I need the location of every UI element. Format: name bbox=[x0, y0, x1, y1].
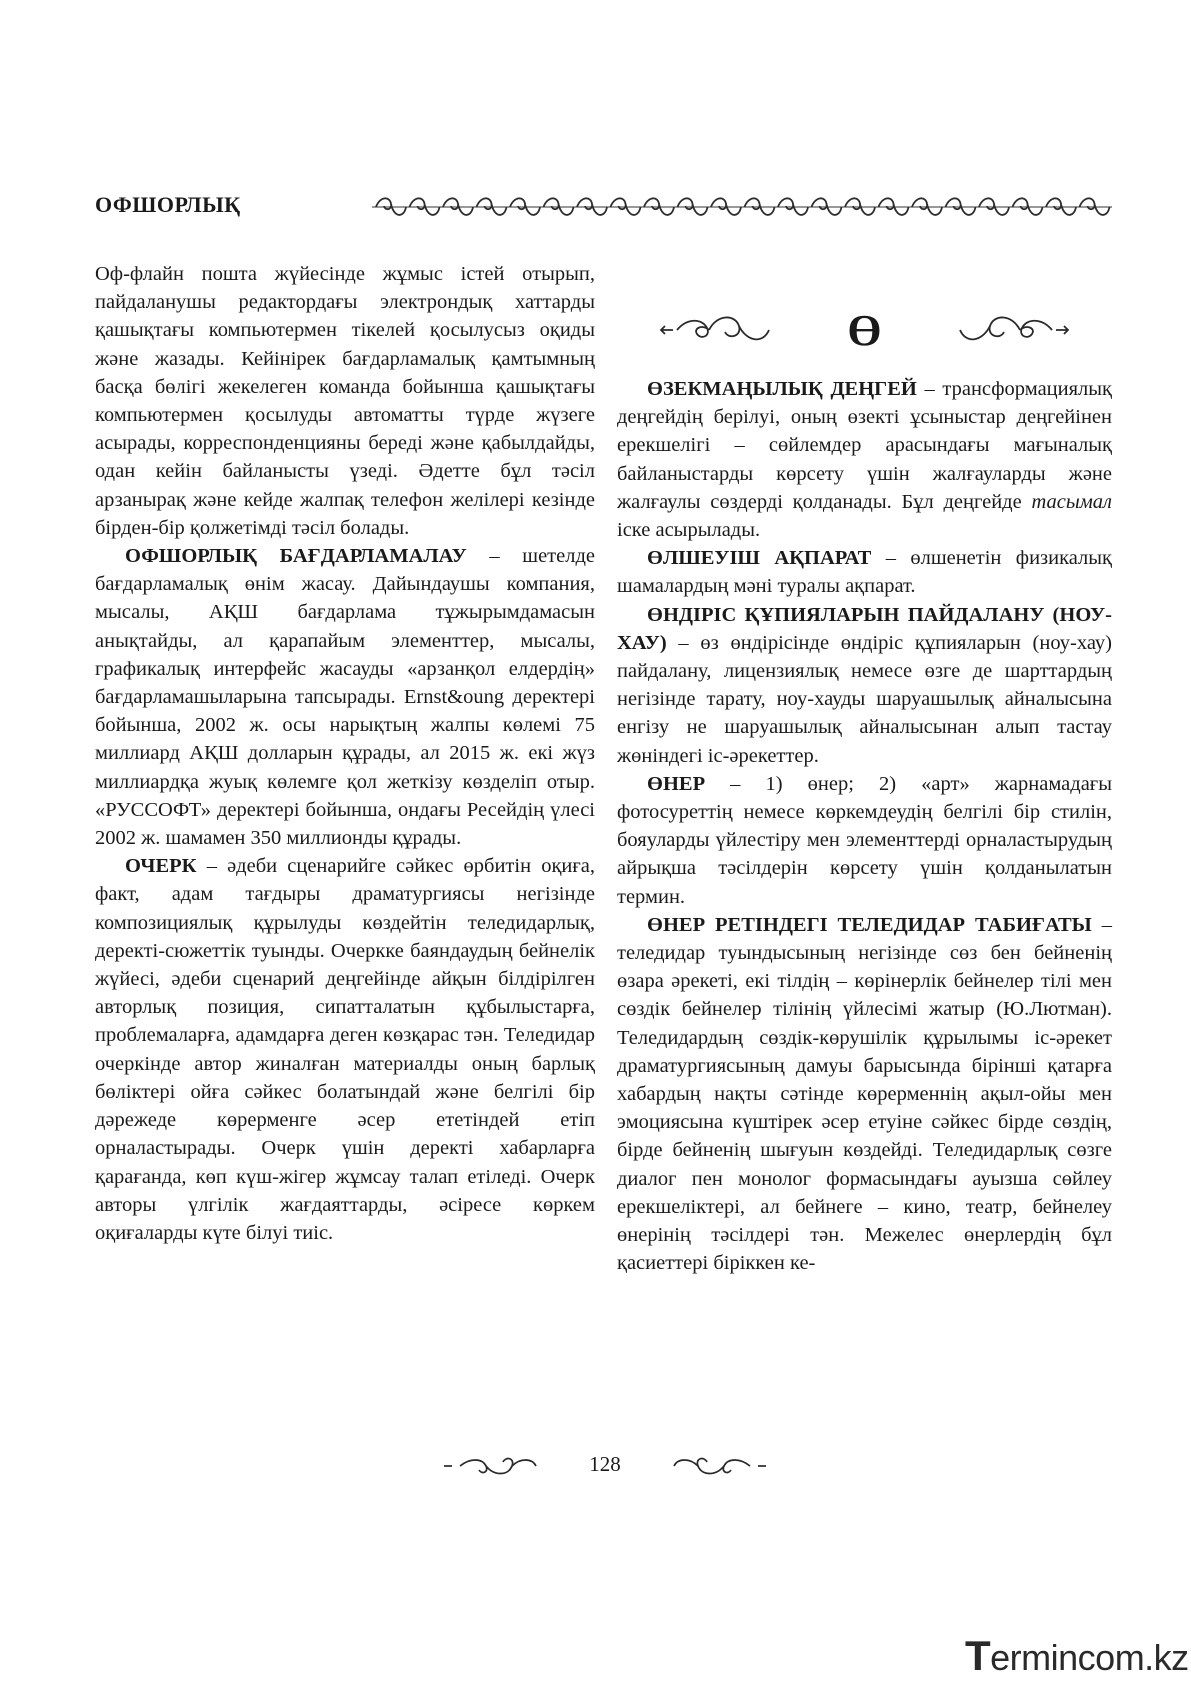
entry-definition: – өз өндірісінде өндіріс құпияларын (ноу-хау) пайдалану, лицензиялық немесе өзге де шарттардың негізінде тарату, ноу-хауды шаруашылық айналысына енгізу не шаруашылық айналысынан алып тастау жөніндегі іс-әрекеттер. bbox=[617, 631, 1112, 767]
entry-italic-term: тасымал bbox=[1031, 490, 1112, 513]
entry-term: ОФШОРЛЫҚ БАҒДАРЛАМАЛАУ bbox=[125, 545, 467, 568]
entry-term: ӨНДІРІС ҚҰПИЯЛАРЫН ПАЙДАЛАНУ (НОУ-ХАУ) bbox=[617, 603, 1112, 654]
entry-definition-end: іске асырылады. bbox=[617, 519, 761, 542]
entry-olsheuish-akparat bbox=[617, 544, 1112, 600]
entry-term: ӨНЕР bbox=[647, 772, 706, 795]
watermark-initial: T bbox=[965, 1632, 991, 1679]
left-column bbox=[95, 260, 595, 1247]
section-letter-heading bbox=[617, 300, 1112, 360]
entry-definition: – шетелде бағдарламалық өнім жасау. Дайындаушы компания, мысалы, АҚШ бағдарлама тұжырымдамасын анықтайды, ал қарапайым элементтер, мысалы, графикалық интерфейс жасауды «арзанқол елдердің» бағдарламашыларына тапсырады. Ernst&oung деректері бойынша, 2002 ж. осы нарықтың жалпы көлемі 75 миллиард АҚШ долларын құрады, ал 2015 ж. екі жүз миллиардқа жуық көлемге қол жеткізу көзделіп отыр. «РУССОФТ» деректері бойынша, ондағы Ресейдің үлесі 2002 ж. шамамен 350 миллионды құрады. bbox=[95, 545, 595, 850]
entry-ozekmanylyk-dengei bbox=[617, 375, 1112, 544]
section-letter: Ө bbox=[847, 306, 882, 355]
running-head-title: ОФШОРЛЫҚ bbox=[95, 192, 241, 217]
watermark-text: ermincom.kz bbox=[990, 1637, 1189, 1678]
entry-term: ОЧЕРК bbox=[125, 855, 197, 878]
page-number: 128 bbox=[589, 1452, 621, 1476]
entry-ocherk bbox=[95, 852, 595, 1247]
entry-definition: – трансформациялық деңгейдің берілуі, оның өзекті ұсыныстар деңгейінен ерекшелігі – сөйлемдер арасындағы мағыналық байланыстарды көрсету үшін жалғауларды және жалғаулы сөздерді қолданады. Бұл деңгейде bbox=[617, 378, 1113, 513]
entry-term: ӨЛШЕУІШ АҚПАРАТ bbox=[647, 547, 872, 570]
continued-paragraph: Оф-флайн пошта жүйесінде жұмыс істей отырып, пайдаланушы редактордағы электрондық хаттарды қашықтағы компьютермен тікелей қосылусыз оқиды және жазады. Кейінірек бағдарламалық қамтымның басқа бөлігі жекелеген команда бойынша қашықтағы компьютермен қосылуды автоматты түрде жүзеге асырады, корреспонденцияны береді және қабылдайды, одан кейін байланысты үзеді. Әдетте бұл тәсіл арзанырақ және кейде жалпақ телефон желілері кезінде бірден-бір қолжетімді тәсіл болады. bbox=[95, 263, 595, 539]
entry-definition: – өлшенетін физикалық шамалардың мәні туралы ақпарат. bbox=[617, 547, 1112, 598]
header-ornament-band bbox=[372, 192, 1112, 222]
entry-ofshorlyk-bagdarlamalau bbox=[95, 542, 595, 852]
entry-nou-hau bbox=[617, 601, 1112, 770]
entry-term: ӨЗЕКМАҢЫЛЫҚ ДЕҢГЕЙ bbox=[647, 378, 917, 400]
entry-oner bbox=[617, 770, 1112, 911]
entry-oner-retindegi-teledidar bbox=[617, 911, 1112, 1278]
right-column bbox=[617, 375, 1112, 1278]
page-footer bbox=[440, 1450, 770, 1482]
entry-definition: – әдеби сценарийге сәйкес өрбитін оқиға, факт, адам тағдыры драматургиясы негізінде композициялық құрылуды көздейтін теледидарлық, деректі-сюжеттік туынды. Очеркке баяндаудың бейнелік жүйесі, әдеби сценарий деңгейінде айқын білдірілген авторлық позиция, сипатталатын құбылыстарға, проблемаларға, адамдарға деген көзқарас тән. Теледидар очеркінде автор жиналған материалды оның барлық бөліктері ойға сәйкес болатындай және белгілі бір дәрежеде көрерменге әсер ететіндей етіп орналастырады. Очерк үшін деректі хабарларға қарағанда, көп күш-жігер жұмсау талап етіледі. Очерк авторы үлгілік жағдаяттарды, әсіресе көркем оқиғаларды күте білуі тиіс. bbox=[95, 855, 595, 1244]
entry-term: ӨНЕР РЕТІНДЕГІ ТЕЛЕДИДАР ТАБИҒАТЫ bbox=[647, 913, 1092, 936]
entry-definition: – 1) өнер; 2) «арт» жарнамадағы фотосуреттің немесе көркемдеудің белгілі бір стилін, бояуларды үйлестіру мен элементтерді орналастырудың айрықша тәсілдерін көрсету үшін қолданылатын термин. bbox=[617, 772, 1112, 908]
entry-definition: – теледидар туындысының негізінде сөз бен бейненің өзара әрекеті, екі тілдің – көрінерлік бейнелер тілі мен сөздік бейнелер тілінің үйлесімі жатыр (Ю.Лютман). Теледидардың сөздік-көрушілік құрылымы іс-әрекет драматургиясының дамуы барысында бірінші қатарға хабардың нақты сәтінде көрерменнің ақыл-ойы мен эмоциясына күштірек әсер етуіне сәйкес бірде сөздің, бірде бейненің шығуын көздейді. Теледидарлық сөзге диалог пен монолог формасындағы ауызша сөйлеу ерекшеліктері, ал бейнеге – кино, театр, бейнелеу өнерінің тәсілдері тән. Межелес өнерлердің бұл қасиеттері біріккен ке- bbox=[617, 913, 1112, 1275]
site-watermark bbox=[965, 1632, 1189, 1680]
